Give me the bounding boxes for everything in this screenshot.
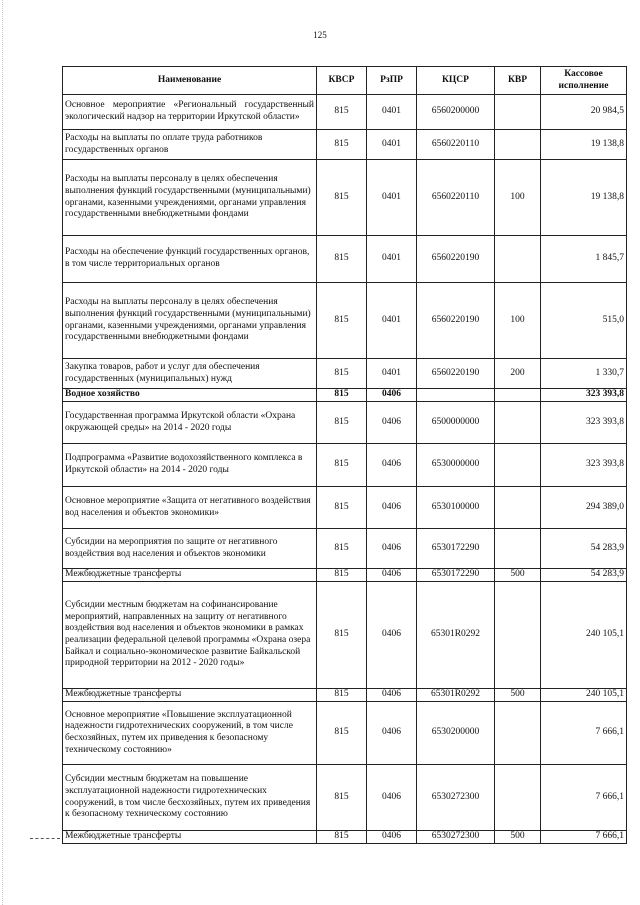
row-kvsr: 815 bbox=[317, 359, 367, 389]
scan-edge bbox=[2, 0, 5, 905]
table-body bbox=[63, 95, 627, 844]
row-name: Закупка товаров, работ и услуг для обеспечения государственных (муниципальных) нужд bbox=[63, 359, 317, 389]
row-rzpr: 0406 bbox=[367, 765, 417, 831]
row-rzpr: 0401 bbox=[367, 160, 417, 236]
row-name: Расходы на выплаты персоналу в целях обеспечения выполнения функций государственными (муниципальными) органами, казенными учреждениями, органами управления государственными внебюджетными фондами bbox=[63, 283, 317, 359]
row-rzpr: 0406 bbox=[367, 582, 417, 689]
row-kvr bbox=[495, 582, 541, 689]
row-kvsr: 815 bbox=[317, 529, 367, 569]
row-amount: 54 283,9 bbox=[541, 569, 627, 582]
row-rzpr: 0406 bbox=[367, 444, 417, 487]
row-amount: 7 666,1 bbox=[541, 831, 627, 844]
row-name: Субсидии местным бюджетам на повышение эксплуатационной надежности гидротехнических сооружений, в том числе бесхозяйных, путем их приведения к безопасному техническому состоянию bbox=[63, 765, 317, 831]
row-kvr bbox=[495, 236, 541, 283]
table-row bbox=[63, 95, 627, 130]
row-rzpr: 0406 bbox=[367, 702, 417, 765]
row-kvsr: 815 bbox=[317, 689, 367, 702]
row-rzpr: 0406 bbox=[367, 831, 417, 844]
table-header bbox=[63, 67, 627, 95]
row-amount: 19 138,8 bbox=[541, 130, 627, 160]
row-kvr: 100 bbox=[495, 160, 541, 236]
row-kvr bbox=[495, 765, 541, 831]
row-kvsr: 815 bbox=[317, 130, 367, 160]
row-amount: 323 393,8 bbox=[541, 402, 627, 444]
row-rzpr: 0401 bbox=[367, 95, 417, 130]
row-kcsr: 6560220110 bbox=[417, 130, 495, 160]
row-kvr: 500 bbox=[495, 689, 541, 702]
row-rzpr: 0406 bbox=[367, 689, 417, 702]
scan-dash-mark bbox=[30, 838, 60, 839]
column-header-kcsr: КЦСР bbox=[417, 67, 495, 95]
row-name: Основное мероприятие «Повышение эксплуатационной надежности гидротехнических сооружений, в том числе бесхозяйных, путем их приведения к безопасному техническому состоянию» bbox=[63, 702, 317, 765]
row-amount: 240 105,1 bbox=[541, 689, 627, 702]
row-amount: 240 105,1 bbox=[541, 582, 627, 689]
row-name: Подпрограмма «Развитие водохозяйственного комплекса в Иркутской области» на 2014 - 2020 годы bbox=[63, 444, 317, 487]
row-kvr bbox=[495, 529, 541, 569]
row-amount: 323 393,8 bbox=[541, 444, 627, 487]
row-kcsr: 6560220190 bbox=[417, 283, 495, 359]
table-row bbox=[63, 160, 627, 236]
table-row bbox=[63, 569, 627, 582]
table-row bbox=[63, 765, 627, 831]
row-amount: 54 283,9 bbox=[541, 529, 627, 569]
row-kvsr: 815 bbox=[317, 283, 367, 359]
row-amount: 1 845,7 bbox=[541, 236, 627, 283]
row-kvsr: 815 bbox=[317, 236, 367, 283]
row-kvsr: 815 bbox=[317, 444, 367, 487]
row-rzpr: 0406 bbox=[367, 402, 417, 444]
row-kvr bbox=[495, 702, 541, 765]
row-amount: 19 138,8 bbox=[541, 160, 627, 236]
table-row bbox=[63, 689, 627, 702]
table-row bbox=[63, 402, 627, 444]
row-kvr bbox=[495, 487, 541, 529]
row-kvr bbox=[495, 130, 541, 160]
row-kcsr: 6530100000 bbox=[417, 487, 495, 529]
table-row bbox=[63, 702, 627, 765]
row-rzpr: 0401 bbox=[367, 130, 417, 160]
row-kcsr bbox=[417, 389, 495, 402]
row-rzpr: 0406 bbox=[367, 529, 417, 569]
row-amount: 7 666,1 bbox=[541, 765, 627, 831]
row-amount: 515,0 bbox=[541, 283, 627, 359]
row-amount: 323 393,8 bbox=[541, 389, 627, 402]
row-kvsr: 815 bbox=[317, 831, 367, 844]
row-rzpr: 0401 bbox=[367, 236, 417, 283]
row-kvsr: 815 bbox=[317, 402, 367, 444]
table-row bbox=[63, 582, 627, 689]
table-row bbox=[63, 831, 627, 844]
table-row bbox=[63, 130, 627, 160]
table-row bbox=[63, 283, 627, 359]
row-kvr bbox=[495, 389, 541, 402]
row-rzpr: 0401 bbox=[367, 283, 417, 359]
row-name: Расходы на обеспечение функций государственных органов, в том числе территориальных органов bbox=[63, 236, 317, 283]
table-row bbox=[63, 359, 627, 389]
table-row bbox=[63, 389, 627, 402]
row-kcsr: 6560220110 bbox=[417, 160, 495, 236]
column-header-kvr: КВР bbox=[495, 67, 541, 95]
row-kcsr: 6530172290 bbox=[417, 569, 495, 582]
column-header-kvsr: КВСР bbox=[317, 67, 367, 95]
row-kcsr: 6530200000 bbox=[417, 702, 495, 765]
row-amount: 1 330,7 bbox=[541, 359, 627, 389]
row-kcsr: 6530000000 bbox=[417, 444, 495, 487]
row-name: Государственная программа Иркутской области «Охрана окружающей среды» на 2014 - 2020 годы bbox=[63, 402, 317, 444]
row-kvsr: 815 bbox=[317, 160, 367, 236]
row-name: Основное мероприятие «Защита от негативного воздействия вод населения и объектов экономики» bbox=[63, 487, 317, 529]
row-name: Межбюджетные трансферты bbox=[63, 569, 317, 582]
row-name: Расходы на выплаты персоналу в целях обеспечения выполнения функций государственными (муниципальными) органами, казенными учреждениями, органами управления государственными внебюджетными фондами bbox=[63, 160, 317, 236]
row-kcsr: 65301R0292 bbox=[417, 689, 495, 702]
column-header-amount: Кассовое исполнение bbox=[541, 67, 627, 95]
row-kcsr: 6560220190 bbox=[417, 236, 495, 283]
table-row bbox=[63, 444, 627, 487]
table-row bbox=[63, 529, 627, 569]
header-row bbox=[63, 67, 627, 95]
row-kvr: 500 bbox=[495, 831, 541, 844]
row-kvsr: 815 bbox=[317, 95, 367, 130]
row-rzpr: 0401 bbox=[367, 359, 417, 389]
row-name: Основное мероприятие «Региональный государственный экологический надзор на территории Иркутской области» bbox=[63, 95, 317, 130]
row-name: Расходы на выплаты по оплате труда работников государственных органов bbox=[63, 130, 317, 160]
row-kcsr: 6530272300 bbox=[417, 765, 495, 831]
row-rzpr: 0406 bbox=[367, 569, 417, 582]
row-kcsr: 6560200000 bbox=[417, 95, 495, 130]
row-kvsr: 815 bbox=[317, 569, 367, 582]
row-name: Субсидии на мероприятия по защите от негативного воздействия вод населения и объектов экономики bbox=[63, 529, 317, 569]
row-kvsr: 815 bbox=[317, 765, 367, 831]
row-kvr bbox=[495, 444, 541, 487]
row-name: Межбюджетные трансферты bbox=[63, 689, 317, 702]
row-kvsr: 815 bbox=[317, 702, 367, 765]
row-rzpr: 0406 bbox=[367, 487, 417, 529]
row-kcsr: 65301R0292 bbox=[417, 582, 495, 689]
row-kcsr: 6530272300 bbox=[417, 831, 495, 844]
page-number: 125 bbox=[313, 30, 327, 40]
row-kvsr: 815 bbox=[317, 389, 367, 402]
row-kvr bbox=[495, 402, 541, 444]
row-kcsr: 6530172290 bbox=[417, 529, 495, 569]
row-kvr: 100 bbox=[495, 283, 541, 359]
row-amount: 294 389,0 bbox=[541, 487, 627, 529]
row-kvsr: 815 bbox=[317, 487, 367, 529]
row-kvr: 500 bbox=[495, 569, 541, 582]
row-kvr bbox=[495, 95, 541, 130]
row-kcsr: 6500000000 bbox=[417, 402, 495, 444]
row-rzpr: 0406 bbox=[367, 389, 417, 402]
column-header-name: Наименование bbox=[63, 67, 317, 95]
row-name: Межбюджетные трансферты bbox=[63, 831, 317, 844]
row-name: Субсидии местным бюджетам на софинансирование мероприятий, направленных на защиту от негативного воздействия вод населения и объектов экономики в рамках реализации федеральной целевой программы «Охрана озера Байкал и социально-экономическое развитие Байкальской природной территории на 2012 - 2020 годы» bbox=[63, 582, 317, 689]
row-kvr: 200 bbox=[495, 359, 541, 389]
row-amount: 7 666,1 bbox=[541, 702, 627, 765]
row-amount: 20 984,5 bbox=[541, 95, 627, 130]
row-name: Водное хозяйство bbox=[63, 389, 317, 402]
table-row bbox=[63, 236, 627, 283]
budget-table bbox=[62, 66, 627, 844]
table-row bbox=[63, 487, 627, 529]
row-kvsr: 815 bbox=[317, 582, 367, 689]
row-kcsr: 6560220190 bbox=[417, 359, 495, 389]
column-header-rzpr: РзПР bbox=[367, 67, 417, 95]
